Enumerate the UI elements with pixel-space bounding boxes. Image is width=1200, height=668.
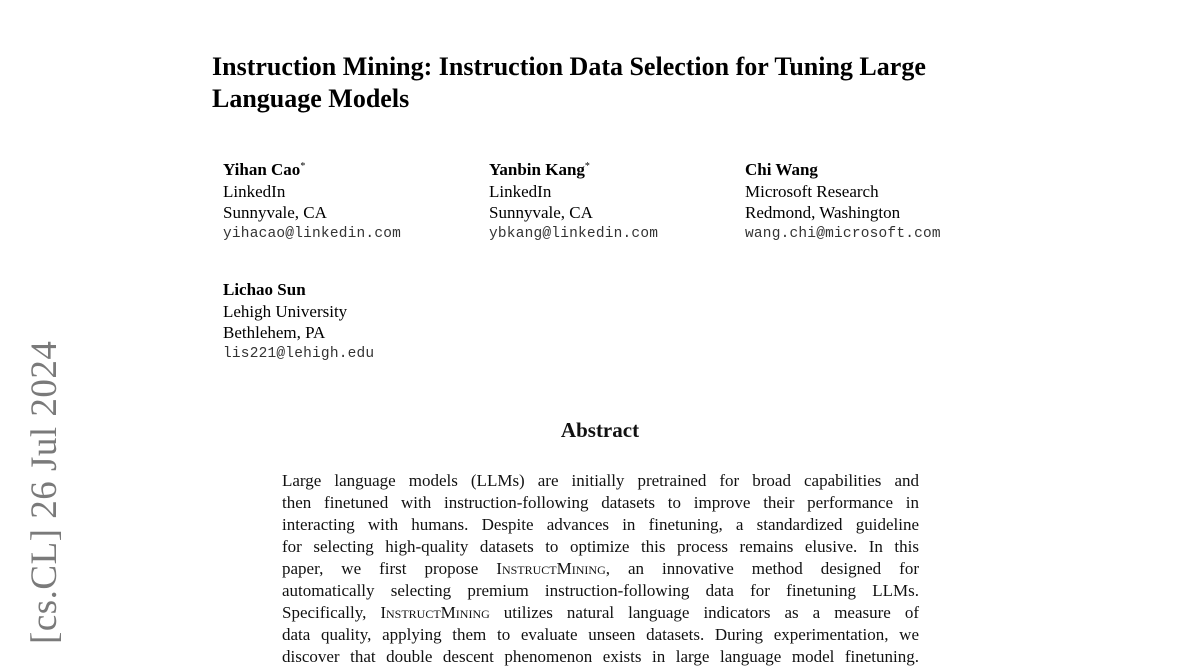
abstract-line: paper, we first propose InstructMining, an innovative method designed for (282, 559, 919, 578)
abstract-body (282, 470, 919, 666)
method-name: InstructMining (380, 603, 490, 622)
author-block (223, 276, 374, 365)
paper-title-line-2: Language Models (212, 84, 410, 113)
abstract-line: for selecting high-quality datasets to optimize this process remains elusive. In this (282, 537, 919, 556)
author-email: wang.chi@microsoft.com (745, 225, 941, 242)
author-name: Yihan Cao* (223, 160, 306, 179)
author-affiliation: LinkedIn (489, 181, 552, 201)
author-name: Chi Wang (745, 160, 818, 179)
paper-title (212, 51, 1032, 115)
author-affiliation: LinkedIn (223, 181, 286, 201)
author-block (223, 156, 401, 245)
author-location: Sunnyvale, CA (489, 203, 593, 222)
abstract-line: Specifically, InstructMining utilizes natural language indicators as a measure of (282, 603, 919, 622)
author-email: yihacao@linkedin.com (223, 225, 402, 242)
author-location: Sunnyvale, CA (223, 203, 327, 222)
author-affiliation: Lehigh University (223, 301, 348, 321)
abstract-line: data quality, applying them to evaluate unseen datasets. During experimentation, we (282, 625, 919, 644)
abstract-line-cut-off: discover that double descent phenomenon exists in large language model finetuning. (282, 647, 919, 666)
author-email: ybkang@linkedin.com (489, 225, 659, 242)
paper-title-line-1: Instruction Mining: Instruction Data Selection for Tuning Large (212, 52, 926, 81)
abstract-line: then finetuned with instruction-following datasets to improve their performance in (282, 493, 919, 512)
abstract-heading: Abstract (560, 418, 640, 442)
author-affiliation: Microsoft Research (745, 181, 879, 201)
abstract-line: interacting with humans. Despite advances in finetuning, a standardized guideline (282, 515, 919, 534)
author-location: Redmond, Washington (745, 203, 901, 222)
equal-contribution-mark: * (584, 161, 590, 172)
author-location: Bethlehem, PA (223, 323, 326, 342)
author-email: lis221@lehigh.edu (223, 345, 375, 362)
author-block (745, 156, 941, 245)
arxiv-stamp-text: [cs.CL] 26 Jul 2024 (24, 340, 65, 644)
equal-contribution-mark: * (300, 161, 306, 172)
abstract-line: Large language models (LLMs) are initially pretrained for broad capabilities and (282, 471, 919, 490)
author-name: Yanbin Kang* (489, 160, 590, 179)
method-name: InstructMining (496, 559, 606, 578)
author-block (489, 156, 658, 245)
abstract-line: automatically selecting premium instruction-following data for finetuning LLMs. (282, 581, 919, 600)
author-name: Lichao Sun (223, 280, 306, 299)
